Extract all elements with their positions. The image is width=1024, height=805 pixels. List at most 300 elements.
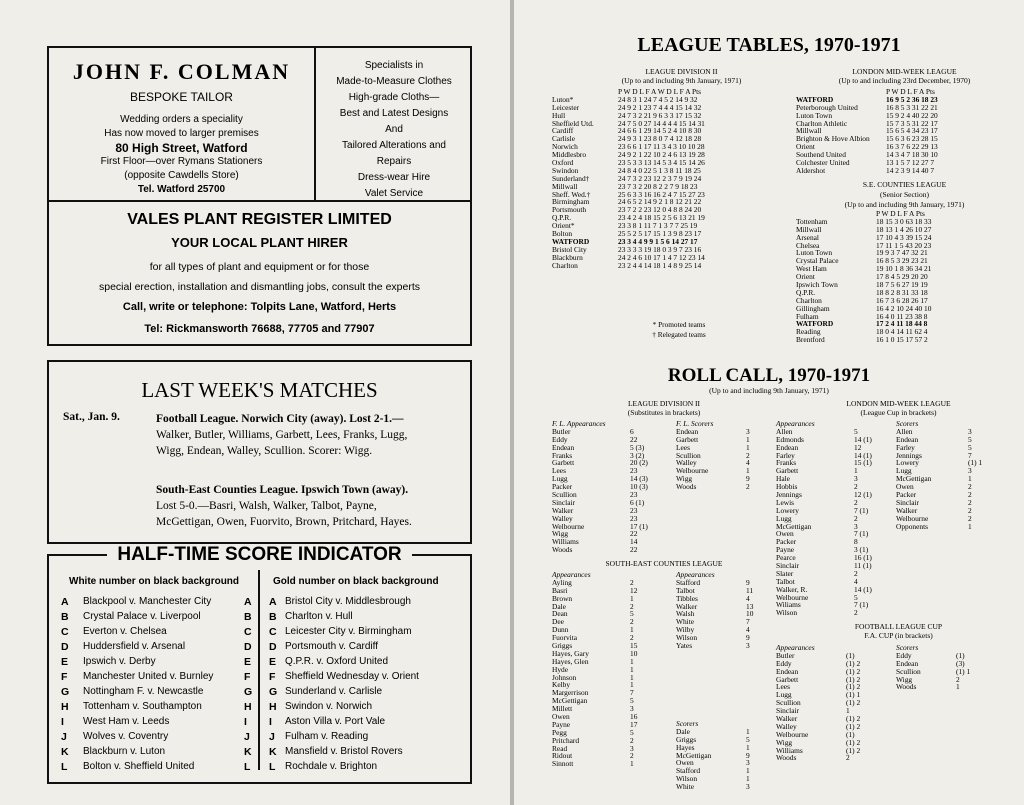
player-count: 22 (630, 529, 638, 539)
player-count: 3 (1) (854, 545, 869, 555)
team-stats: 13 1 5 7 12 27 7 (886, 158, 935, 168)
player-name: Stafford (676, 577, 701, 587)
team-stats: 14 3 4 7 18 30 10 (886, 150, 938, 160)
list-item (552, 610, 637, 618)
player-count: 1 (630, 672, 634, 682)
team-name: Ipswich Town (796, 280, 838, 290)
white-fixture: Manchester United v. Burnley (83, 671, 214, 682)
player-name: Pearce (776, 553, 796, 563)
white-fixture: West Ham v. Leeds (83, 716, 170, 727)
lmw-scorers (896, 420, 982, 530)
player-name: Wilson (676, 774, 698, 784)
player-count: (1) 2 (846, 658, 861, 668)
roll-lmw-title: LONDON MID-WEEK LEAGUE (846, 399, 951, 408)
player-count: 2 (630, 735, 634, 745)
player-count: 1 (968, 474, 972, 484)
player-count: 23 (630, 490, 638, 500)
team-stats: 15 9 2 4 40 22 20 (886, 110, 938, 120)
list-item (676, 783, 750, 791)
gold-fixture: Swindon v. Norwich (285, 701, 373, 712)
player-name: Pegg (552, 727, 567, 737)
player-count: 12 (630, 585, 638, 595)
team-stats: 23 3 4 4 9 9 1 5 6 14 27 17 (618, 236, 698, 246)
div2-table-heading (554, 67, 809, 85)
player-count: 3 (854, 521, 858, 531)
team-stats: 24 6 5 2 14 9 2 1 8 12 21 22 (618, 197, 702, 207)
player-count: 3 (2) (630, 450, 645, 460)
league-tables-title: LEAGUE TABLES, 1970-1971 (637, 34, 901, 56)
colman-service: Best and Latest Designs (339, 108, 449, 119)
player-name: Packer (552, 482, 573, 492)
player-count: 1 (746, 466, 750, 476)
gold-letter: L (269, 761, 276, 773)
player-name: Margerrison (552, 688, 589, 698)
list-item (676, 483, 750, 491)
white-fixture: Crystal Palace v. Liverpool (83, 611, 201, 622)
team-name: Millwall (796, 224, 822, 234)
gold-fixture: Leicester City v. Birmingham (285, 626, 412, 637)
white-fixture: Bolton v. Sheffield United (83, 761, 195, 772)
player-count: 10 (746, 609, 754, 619)
last-weeks-matches (47, 360, 472, 544)
player-name: McGettigan (676, 750, 712, 760)
player-name: Tibbles (676, 593, 698, 603)
player-count: 1 (846, 706, 850, 716)
player-name: Garbett (676, 434, 699, 444)
player-count: (1) 1 (968, 458, 983, 468)
player-name: Dale (552, 601, 566, 611)
player-count: 2 (630, 601, 634, 611)
gold-fixture: Charlton v. Hull (285, 611, 353, 622)
player-count: (1) 1 (846, 690, 861, 700)
colman-line: Wedding orders a speciality (120, 114, 243, 125)
match-line: Walker, Butler, Williams, Garbett, Lees, Franks, Lugg, (156, 429, 408, 441)
team-stats: 16 4 0 11 23 38 8 (876, 311, 928, 321)
gold-letter: F (244, 671, 251, 683)
colman-address (49, 113, 314, 197)
player-count: 9 (746, 750, 750, 760)
list-item (896, 523, 982, 531)
relegated-note: † Relegated teams (652, 330, 706, 339)
player-count: 22 (630, 434, 638, 444)
div2-table (552, 88, 705, 269)
team-stats: 23 6 6 1 17 11 3 4 3 10 10 28 (618, 142, 705, 152)
player-name: Dunn (552, 625, 569, 635)
team-name: Orient (796, 142, 815, 152)
colman-left-panel (49, 48, 316, 200)
team-name: Swindon (552, 165, 579, 175)
player-name: Scullion (552, 490, 577, 500)
gold-letter: K (269, 746, 277, 758)
colman-service: And (385, 124, 403, 135)
team-name: Aldershot (796, 165, 826, 175)
player-name: Welbourne (896, 513, 929, 523)
player-count: 14 (630, 537, 638, 547)
team-name: Carlisle (552, 134, 575, 144)
player-count: 1 (746, 774, 750, 784)
colman-service: Valet Service (364, 188, 424, 199)
team-stats: 17 2 4 11 18 44 8 (876, 319, 928, 329)
gold-fixture: Aston Villa v. Port Vale (285, 716, 386, 727)
half-time-title: HALF-TIME SCORE INDICATOR (107, 544, 411, 565)
player-name: Griggs (676, 734, 697, 744)
player-name: Welbourne (676, 466, 709, 476)
player-name: Wigg (676, 474, 693, 484)
player-name: Woods (552, 545, 573, 555)
player-name: Lees (776, 682, 790, 692)
player-count: 2 (746, 482, 750, 492)
lmw-table-heading (792, 67, 1017, 85)
player-name: Woods (896, 682, 917, 692)
player-count: 1 (746, 766, 750, 776)
player-name: Walker, R. (776, 584, 808, 594)
player-name: Welbourne (552, 521, 585, 531)
team-stats: 24 6 6 1 29 14 5 2 4 10 8 30 (618, 126, 702, 136)
player-name: Hayes (676, 742, 695, 752)
player-name: Butler (552, 426, 571, 436)
list-heading: F. L. Scorers (676, 419, 714, 428)
player-count: 5 (3) (630, 442, 645, 452)
player-name: Lowery (896, 458, 919, 468)
team-name: Hull (552, 110, 566, 120)
player-count: 5 (968, 442, 972, 452)
gold-letter: A (269, 596, 277, 608)
player-count: 10 (3) (630, 482, 648, 492)
player-count: 12 (1) (854, 490, 872, 500)
player-count: 9 (746, 577, 750, 587)
team-name: Q.P.R. (552, 213, 572, 223)
sec-appearances-1 (552, 571, 637, 768)
player-count: 10 (630, 648, 638, 658)
white-fixture: Nottingham F. v. Newcastle (83, 686, 204, 697)
player-count: 2 (846, 753, 850, 763)
gold-fixture: Fulham v. Reading (285, 731, 369, 742)
player-name: Sinclair (776, 561, 799, 571)
player-name: Hale (776, 474, 790, 484)
team-name: Orient (796, 272, 815, 282)
team-stats: 25 6 3 3 16 16 2 4 7 15 27 23 (618, 189, 705, 199)
player-name: Walker (896, 505, 918, 515)
gold-fixture: Bristol City v. Middlesbrough (285, 596, 411, 607)
player-name: Sinclair (776, 706, 799, 716)
player-name: Yates (676, 641, 693, 651)
team-name: Bolton (552, 229, 573, 239)
player-name: Endean (776, 442, 799, 452)
player-count: 7 (1) (854, 505, 869, 515)
match-date: Sat., Jan. 9. (63, 411, 120, 423)
player-name: Walsh (676, 609, 695, 619)
player-count: 2 (968, 505, 972, 515)
team-stats: 16 3 7 6 22 29 13 (886, 142, 938, 152)
white-letter: A (61, 596, 69, 608)
player-name: Hyde (552, 664, 569, 674)
lmw-subtitle: (Up to and including 23rd December, 1970) (838, 76, 971, 85)
team-name: WATFORD (796, 319, 834, 329)
player-count: 23 (630, 505, 638, 515)
team-stats: 19 10 1 8 36 34 21 (876, 264, 932, 274)
player-count: 15 (1) (854, 458, 872, 468)
player-name: Edmonds (776, 434, 804, 444)
player-name: McGettigan (896, 474, 932, 484)
player-count: 7 (968, 450, 972, 460)
team-name: Luton Town (796, 110, 833, 120)
colman-line: (opposite Cawdells Store) (124, 170, 239, 181)
list-heading: Scorers (676, 719, 699, 728)
colman-line: 80 High Street, Watford (115, 141, 248, 155)
team-name: Sheffield Utd. (552, 118, 594, 128)
player-name: Welbourne (776, 729, 809, 739)
vales-subtitle: YOUR LOCAL PLANT HIRER (171, 235, 348, 250)
player-count: 16 (1) (854, 553, 872, 563)
player-count: 23 (630, 466, 638, 476)
list-heading: Appearances (552, 570, 591, 579)
player-count: 4 (746, 458, 750, 468)
gold-letter: J (244, 731, 250, 743)
player-name: White (676, 617, 695, 627)
player-name: Franks (776, 458, 797, 468)
table-column-header: P W D L F A W D L F A Pts (618, 87, 702, 96)
gold-letter: C (244, 626, 252, 638)
list-item (896, 683, 970, 691)
player-name: Welbourne (776, 592, 809, 602)
white-letter: J (61, 731, 67, 743)
team-stats: 18 0 4 14 11 62 4 (876, 327, 928, 337)
team-stats: 24 7 3 2 21 9 6 3 3 17 15 32 (618, 110, 702, 120)
left-page (0, 0, 510, 805)
sec-subtitle: (Up to and including 9th January, 1971) (844, 200, 965, 209)
player-name: Brown (552, 593, 573, 603)
player-name: Franks (552, 450, 573, 460)
player-name: Jennings (896, 450, 922, 460)
gold-letter: H (244, 701, 252, 713)
player-name: Owen (896, 482, 914, 492)
white-letter: F (61, 671, 68, 683)
white-fixture: Blackpool v. Manchester City (83, 596, 212, 607)
player-name: Johnson (552, 672, 577, 682)
team-name: Leicester (552, 102, 580, 112)
team-stats: 24 9 3 1 23 8 0 7 4 12 18 28 (618, 134, 702, 144)
player-name: Eddy (896, 650, 912, 660)
player-name: Pritchard (552, 735, 580, 745)
player-count: 7 (1) (854, 600, 869, 610)
player-count: 9 (746, 474, 750, 484)
team-stats: 16 4 2 10 24 40 10 (876, 303, 932, 313)
colman-service: Made-to-Measure Clothes (336, 76, 452, 87)
player-name: Scullion (676, 450, 701, 460)
player-name: Wiliams (776, 600, 801, 610)
player-name: Endean (896, 434, 919, 444)
player-count: 5 (630, 609, 634, 619)
team-name: WATFORD (796, 94, 834, 104)
gold-letter: D (244, 641, 252, 653)
player-name: Scullion (776, 698, 801, 708)
table-column-header: P W D L F A Pts (886, 87, 935, 96)
player-count: 1 (630, 664, 634, 674)
player-name: Lugg (896, 466, 912, 476)
team-stats: 14 2 3 9 14 40 7 (886, 165, 935, 175)
player-count: 3 (854, 474, 858, 484)
player-name: Woods (676, 482, 697, 492)
colman-service: High-grade Cloths— (348, 92, 440, 103)
player-name: Ayling (552, 577, 572, 587)
team-name: Brentford (796, 335, 825, 345)
player-count: 17 (1) (630, 521, 648, 531)
list-heading: Appearances (676, 570, 715, 579)
player-count: (1) 2 (846, 721, 861, 731)
column-divider (258, 570, 260, 770)
player-count: (1) 2 (846, 737, 861, 747)
list-heading: Scorers (896, 419, 919, 428)
team-name: Orient* (552, 221, 575, 231)
player-count: 1 (746, 742, 750, 752)
player-name: Walker (676, 601, 698, 611)
gold-letter: C (269, 626, 277, 638)
team-stats: 16 7 3 6 28 26 17 (876, 295, 928, 305)
player-name: Dee (552, 617, 564, 627)
table-column-header: P W D L F A Pts (876, 209, 925, 218)
player-name: Sinclair (896, 497, 919, 507)
white-fixture: Ipswich v. Derby (83, 656, 156, 667)
player-name: Jennings (776, 490, 802, 500)
player-name: Eddy (776, 658, 792, 668)
match-line: McGettigan, Owen, Fuorvito, Brown, Pritchard, Hayes. (156, 516, 412, 528)
gold-letter: H (269, 701, 277, 713)
team-name: Tottenham (796, 216, 828, 226)
player-name: Kelby (552, 680, 571, 690)
player-count: 2 (968, 482, 972, 492)
list-item (776, 609, 872, 617)
vales-address: Call, write or telephone: Tolpits Lane, Watford, Herts (122, 301, 397, 313)
white-letter: K (61, 746, 69, 758)
player-name: Slater (776, 568, 794, 578)
team-name: Charlton Athletic (796, 118, 848, 128)
team-stats: 24 7 3 2 23 12 2 3 7 9 19 24 (618, 173, 702, 183)
team-name: Birmingham (552, 197, 590, 207)
player-name: Talbot (776, 576, 795, 586)
flc-subtitle: F.A. CUP (in brackets) (864, 631, 933, 640)
table-row (552, 262, 705, 270)
roll-div2-subtitle: (Substitutes in brackets) (627, 408, 701, 417)
player-name: Hayes, Gary (552, 648, 589, 658)
div2-subtitle: (Up to and including 9th January, 1971) (621, 76, 742, 85)
team-stats: 24 9 2 1 22 10 2 4 6 13 19 28 (618, 150, 705, 160)
player-name: Endean (552, 442, 575, 452)
player-count: 11 (746, 585, 754, 595)
player-count: (1) 1 (956, 666, 971, 676)
player-name: Endean (776, 666, 799, 676)
white-letter: I (61, 716, 64, 728)
team-stats: 24 8 3 1 24 7 4 5 2 14 9 32 (618, 94, 698, 104)
match-line: Wigg, Endean, Walley, Scullion. Scorer: Wigg. (156, 445, 373, 457)
white-letter: C (61, 626, 69, 638)
player-count: 23 (630, 513, 638, 523)
colman-service: Repairs (376, 156, 412, 167)
table-key (574, 320, 784, 340)
gold-letter: E (269, 656, 277, 668)
player-name: Talbot (676, 585, 695, 595)
team-stats: 16 8 5 3 31 22 21 (886, 102, 938, 112)
flc-title: FOOTBALL LEAGUE CUP (854, 622, 943, 631)
player-count: 2 (854, 608, 858, 618)
vales-title: VALES PLANT REGISTER LIMITED (127, 211, 392, 228)
white-fixture: Wolves v. Coventry (83, 731, 169, 742)
player-name: McGettigan (552, 696, 588, 706)
gold-letter: L (244, 761, 251, 773)
team-name: Oxford (552, 158, 574, 168)
player-count: 3 (630, 704, 634, 714)
player-name: Butler (776, 650, 795, 660)
player-count: 2 (630, 577, 634, 587)
match-line: South-East Counties League. Ipswich Town (away). (156, 484, 409, 496)
vales-line: for all types of plant and equipment or for those (149, 261, 370, 273)
player-name: Allen (896, 426, 913, 436)
white-letter: H (61, 701, 69, 713)
colman-service: Dress-wear Hire (357, 172, 431, 183)
lmw-title: LONDON MID-WEEK LEAGUE (852, 67, 957, 76)
player-name: Owen (676, 758, 694, 768)
team-name: Southend United (796, 150, 846, 160)
player-count: 14 (3) (630, 474, 648, 484)
player-name: Woods (776, 753, 797, 763)
player-name: Garbett (552, 458, 575, 468)
player-count: 3 (746, 426, 750, 436)
player-name: Wigg (896, 674, 913, 684)
player-count: 1 (746, 434, 750, 444)
list-item (552, 760, 637, 768)
player-count: 2 (968, 490, 972, 500)
player-count: (1) 2 (846, 666, 861, 676)
team-stats: 18 13 1 4 26 10 27 (876, 224, 932, 234)
player-name: Owen (776, 529, 794, 539)
player-name: Wigg (776, 737, 793, 747)
player-count: (1) (846, 729, 855, 739)
player-count: 2 (630, 633, 634, 643)
player-name: Scullion (896, 666, 921, 676)
white-fixture: Huddersfield v. Arsenal (83, 641, 186, 652)
player-count: (1) 2 (846, 745, 861, 755)
player-count: 20 (2) (630, 458, 648, 468)
gold-letter: B (269, 611, 277, 623)
player-count: 4 (854, 576, 858, 586)
player-count: 14 (1) (854, 434, 872, 444)
player-name: Basri (552, 585, 568, 595)
team-stats: 25 5 2 5 17 15 1 3 9 8 23 17 (618, 229, 702, 239)
team-name: Millwall (796, 126, 822, 136)
team-stats: 17 8 4 5 29 20 20 (876, 272, 928, 282)
player-name: Wilson (776, 608, 798, 618)
gold-letter: J (269, 731, 275, 743)
player-name: Endean (896, 658, 919, 668)
gold-letter: F (269, 671, 276, 683)
player-name: Walley (776, 721, 797, 731)
white-fixture: Blackburn v. Luton (83, 746, 166, 757)
player-count: 1 (630, 680, 634, 690)
half-time-score-indicator (47, 544, 472, 784)
player-count: 2 (968, 513, 972, 523)
gold-fixture: Sheffield Wednesday v. Orient (285, 671, 419, 682)
match-report (156, 411, 466, 530)
team-name: Middlesbro (552, 150, 587, 160)
team-stats: 24 2 4 6 10 17 1 4 7 12 23 14 (618, 252, 705, 262)
white-heading: White number on black background (69, 576, 240, 587)
player-count: 9 (746, 633, 750, 643)
team-name: Charlton (796, 295, 822, 305)
player-name: Lowery (776, 505, 799, 515)
player-name: Wilby (676, 625, 695, 635)
white-fixture: Everton v. Chelsea (83, 626, 167, 637)
team-name: Luton Town (796, 248, 833, 258)
player-name: Farley (776, 450, 795, 460)
